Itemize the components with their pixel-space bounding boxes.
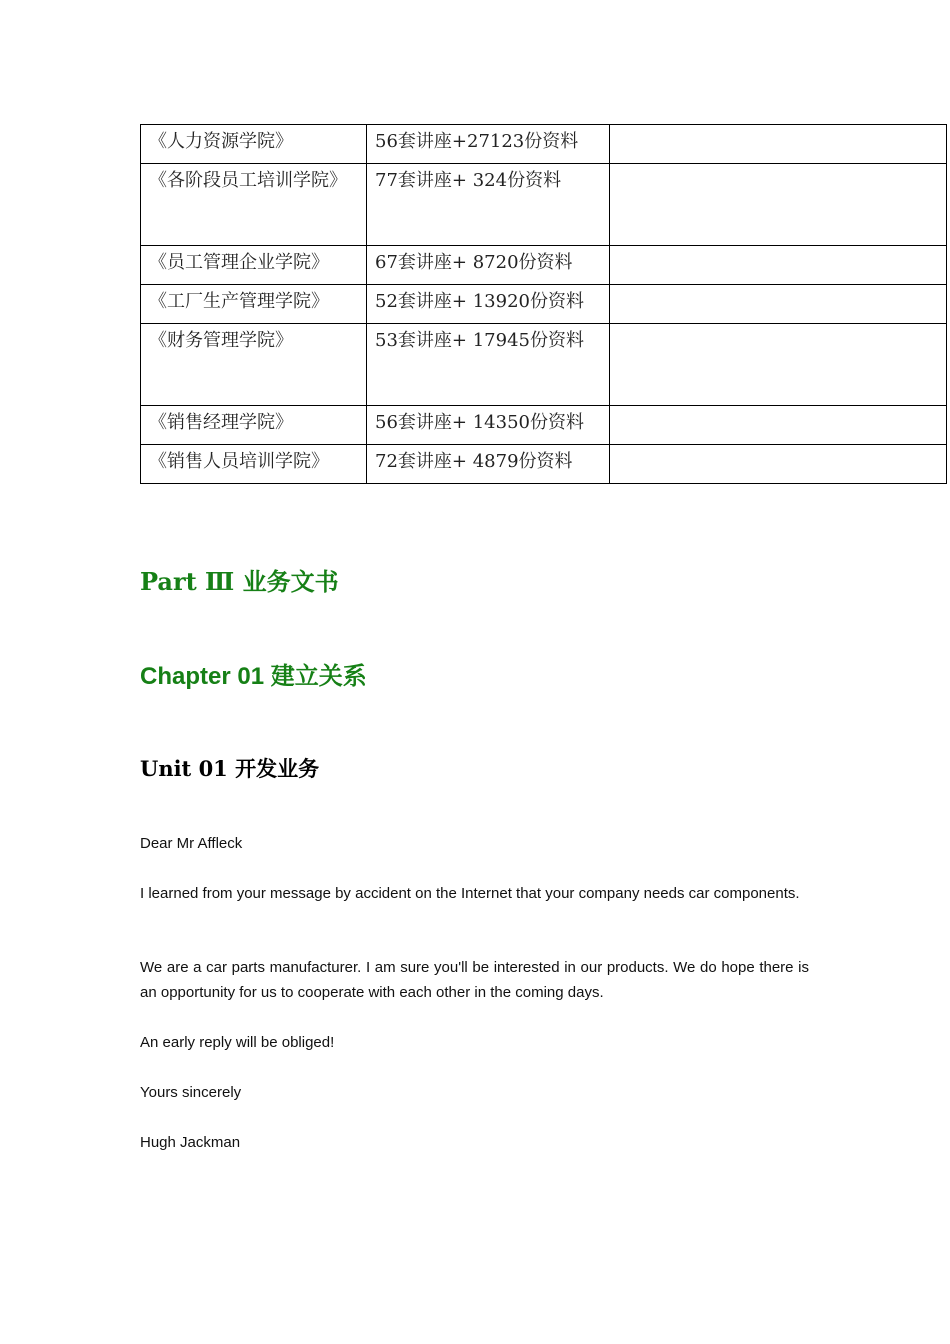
course-note-cell	[610, 324, 947, 406]
course-content: 52套讲座+ 13920份资料	[375, 291, 584, 312]
course-name-cell	[141, 246, 367, 285]
letter-body-paragraph: I learned from your message by accident on the Internet that your company needs car components.	[140, 885, 800, 902]
course-name: 《销售经理学院》	[149, 412, 293, 433]
course-content: 67套讲座+ 8720份资料	[375, 252, 573, 273]
course-content: 56套讲座+27123份资料	[375, 131, 579, 152]
course-name: 《各阶段员工培训学院》	[149, 170, 347, 191]
course-note-cell	[610, 445, 947, 484]
unit-heading: Unit 01 开发业务	[140, 756, 320, 781]
course-table	[140, 124, 947, 484]
course-name: 《人力资源学院》	[149, 131, 293, 152]
table-row	[141, 324, 947, 406]
course-content: 56套讲座+ 14350份资料	[375, 412, 584, 433]
course-note-cell	[610, 164, 947, 246]
course-name-cell	[141, 125, 367, 164]
course-content: 72套讲座+ 4879份资料	[375, 451, 573, 472]
course-name-cell	[141, 406, 367, 445]
table-row	[141, 246, 947, 285]
letter-signature: Hugh Jackman	[140, 1134, 241, 1151]
part-heading: Part Ⅲ 业务文书	[140, 567, 339, 596]
course-name-cell	[141, 285, 367, 324]
course-name: 《工厂生产管理学院》	[149, 291, 329, 312]
letter-body-paragraph: We are a car parts manufacturer. I am sure you'll be interested in our products. We do hope there is an opportunity for us to cooperate with each other in the coming days.	[140, 959, 809, 1001]
letter-request: An early reply will be obliged!	[140, 1034, 335, 1051]
course-content-cell	[367, 125, 610, 164]
course-content-cell	[367, 164, 610, 246]
course-content-cell	[367, 445, 610, 484]
course-content: 77套讲座+ 324份资料	[375, 170, 562, 191]
course-content-cell	[367, 324, 610, 406]
table-row	[141, 125, 947, 164]
table-row	[141, 445, 947, 484]
table-row	[141, 164, 947, 246]
course-content-cell	[367, 406, 610, 445]
course-name-cell	[141, 445, 367, 484]
course-content-cell	[367, 246, 610, 285]
course-note-cell	[610, 125, 947, 164]
table-row	[141, 285, 947, 324]
course-note-cell	[610, 406, 947, 445]
letter-greeting: Dear Mr Affleck	[140, 835, 243, 852]
table-row	[141, 406, 947, 445]
chapter-heading: Chapter 01 建立关系	[140, 663, 367, 690]
letter-closing: Yours sincerely	[140, 1084, 242, 1101]
course-name: 《员工管理企业学院》	[149, 252, 329, 273]
course-name-cell	[141, 324, 367, 406]
course-name: 《财务管理学院》	[149, 330, 293, 351]
course-content: 53套讲座+ 17945份资料	[375, 330, 584, 351]
course-name-cell	[141, 164, 367, 246]
course-note-cell	[610, 246, 947, 285]
course-name: 《销售人员培训学院》	[149, 451, 329, 472]
course-note-cell	[610, 285, 947, 324]
course-content-cell	[367, 285, 610, 324]
